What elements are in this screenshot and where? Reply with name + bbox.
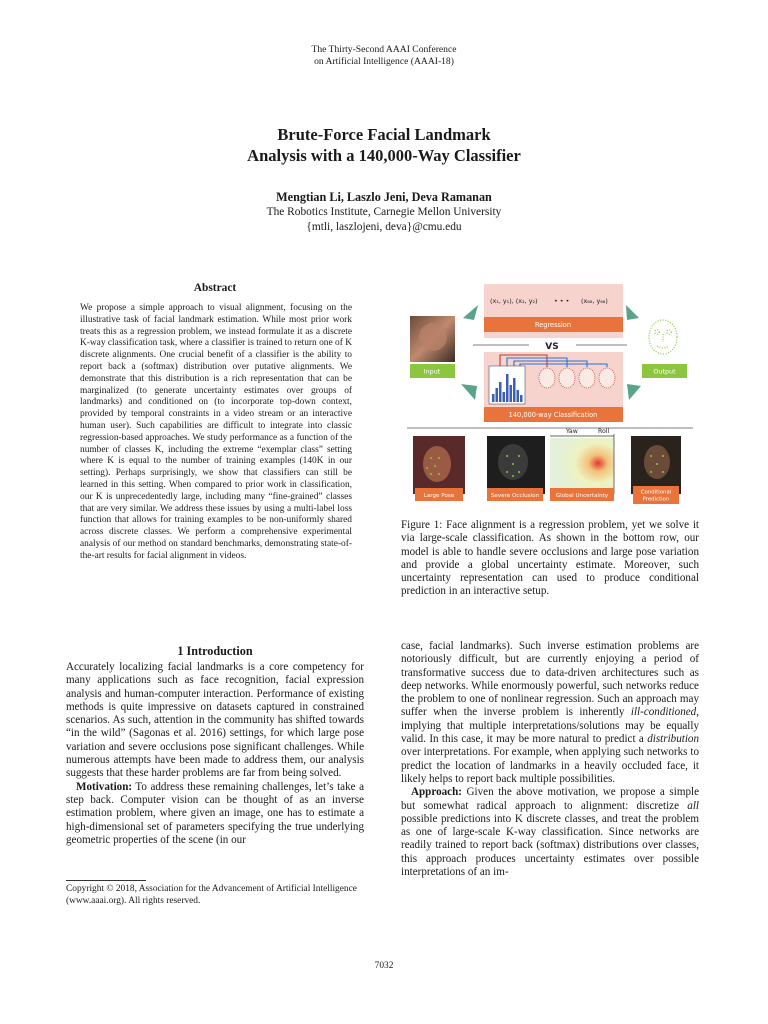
global-uncertainty-heatmap <box>550 438 614 494</box>
affiliation-line-1: The Robotics Institute, Carnegie Mellon University <box>266 206 502 218</box>
severe-occlusion-label: Severe Occlusion <box>490 493 540 499</box>
arrow-classification-to-output <box>627 384 641 400</box>
output-label: Output <box>653 367 676 376</box>
regression-label: Regression <box>534 321 572 329</box>
vs-label: VS <box>545 342 559 352</box>
footnote-rule <box>66 880 146 881</box>
motivation-text: To address these remaining challenges, let’s take a step back. Computer vision can be thought of as an inverse estimation problem, where given an image, one has to estimate a high-dimensional set of parameters specifying the true underlying geometric properties of the scene (in our <box>66 780 364 846</box>
affiliation <box>0 205 768 235</box>
roll-label: Roll <box>598 428 610 435</box>
abstract-heading: Abstract <box>193 282 237 294</box>
abstract-body: We propose a simple approach to visual alignment, focusing on the illustrative task of facial landmark estimation. While most prior work treats this as a regression problem, we instead formulate it as a discrete K-way classification task, where a classifier is trained to return one of K discrete alignments. One crucial benefit of a classifier is the ability to report back a (softmax) distribution over putative alignments. We demonstrate that this distribution is a rich representation that can be marginalized (to generate uncertainty estimates over groups of landmarks) and conditioned on (to incorporate top-down context, provided by temporal constraints in a video stream or an interactive human user). Such capabilities are difficult to integrate into classic regression-based approaches. We study performance as a function of the number of classes K, including the extreme “exemplar class” setting where K is equal to the number of training examples (140K in our setting). Perhaps surprisingly, we show that classifiers can still be learned in this setting. When compared to prior work in classification, our K is unprecedentedly large, including many “fine-grained” classes that are very similar. We address these issues by using a multi-label loss function that allows for training examples to be non-uniformly shared across discrete classes. We perform a comprehensive experimental analysis of our method on standard benchmarks, demonstrating state-of-the-art results for facial alignment in videos. <box>80 303 352 561</box>
right-p1-b: , implying that multiple interpretations/solutions may be equally valid. In this case, it may be more natural to predict a <box>401 706 699 746</box>
right-p1-distribution: distribution <box>647 733 699 746</box>
intro-paragraph-1: Accurately localizing facial landmarks is a core competency for many applications such as face recognition, facial expression analysis and human-computer interaction. Performance of existing methods is quite impressive on datasets captured in constrained scenarios. As such, attention in the community has shifted towards “in the wild” (Sagonas et al. 2016) settings, for which large pose variation and severe occlusions pose significant challenges. While numerous attempts have been made to address them, our analysis suggests that these harder problems are far from being solved. <box>66 661 364 780</box>
conditional-label-line-2: Prediction <box>642 496 670 503</box>
intro-paragraph-2 <box>66 781 364 847</box>
classification-label: 140,000-way Classification <box>508 411 598 419</box>
conference-line-2: on Artificial Intelligence (AAAI-18) <box>314 56 454 67</box>
coords-dots: • • • <box>554 297 570 305</box>
right-paragraph-2 <box>401 786 699 879</box>
title-line-1: Brute-Force Facial Landmark <box>277 125 491 144</box>
figure-1 <box>401 282 701 512</box>
right-paragraph-1 <box>401 640 699 786</box>
conference-header <box>0 44 768 68</box>
large-pose-label: Large Pose <box>423 493 455 499</box>
title-line-2: Analysis with a 140,000-Way Classifier <box>247 146 521 165</box>
coords-right: (x₆₈, y₆₈) <box>581 297 608 305</box>
conference-line-1: The Thirty-Second AAAI Conference <box>311 44 457 55</box>
figure-1-caption: Figure 1: Face alignment is a regression problem, yet we solve it via large-scale classification. As shown in the bottom row, our model is able to handle severe occlusions and large pose variation and provide a global uncertainty estimate. Moreover, such uncertainty representation can used to produce conditional prediction in an interactive setup. <box>401 519 699 598</box>
right-p2-b: possible predictions into K discrete classes, and treat the problem as one of large-scale K-way classification. Since networks are readily trained to report back (softmax) distributions over classes, this approach produces uncertainty estimates over possible interpretations of an im- <box>401 812 699 879</box>
input-label: Input <box>423 367 441 376</box>
conditional-label-line-1: Conditional <box>640 489 672 496</box>
arrow-input-to-classification <box>461 384 477 400</box>
right-p1-a: case, facial landmarks). Such inverse estimation problems are notoriously difficult, but are currently enjoying a period of transformative success due to data-driven architectures such as deep networks. While enormously powerful, such networks reduce the problem to one of nonlinear regression. Such an approach may suffer when the inverse problem is inherently <box>401 640 699 719</box>
approach-lead: Approach: <box>411 786 462 799</box>
right-p2-a: Given the above motivation, we propose a simple but somewhat radical approach to alignment: discretize <box>401 786 699 812</box>
right-column-text <box>401 640 699 879</box>
page-number: 7032 <box>374 961 394 971</box>
input-face-head <box>419 323 447 351</box>
global-uncertainty-label: Global Uncertainty <box>555 493 609 499</box>
affiliation-line-2: {mtli, laszlojeni, deva}@cmu.edu <box>306 221 462 233</box>
severe-occlusion-face <box>498 444 528 480</box>
output-landmark-face <box>649 320 677 354</box>
section-heading-introduction: 1 Introduction <box>177 644 253 658</box>
yaw-label: Yaw <box>566 428 578 435</box>
left-column-text <box>66 661 364 847</box>
coords-left: (x₁, y₁), (x₂, y₂) <box>490 297 538 305</box>
large-pose-face <box>423 446 451 482</box>
arrow-input-to-regression <box>463 305 478 320</box>
right-p1-c: over interpretations. For example, when applying such networks to predict the location of landmarks in a heavily occluded face, it likely helps to report back multiple possibilities. <box>401 746 699 785</box>
right-p2-all: all <box>687 799 699 812</box>
conditional-face <box>644 445 670 479</box>
copyright-notice: Copyright © 2018, Association for the Advancement of Artificial Intelligence (www.aaai.org). All rights reserved. <box>66 884 357 906</box>
right-p1-ill-conditioned: ill-conditioned <box>630 706 697 719</box>
authors: Mengtian Li, Laszlo Jeni, Deva Ramanan <box>276 190 492 204</box>
arrow-regression-to-output <box>626 305 639 320</box>
motivation-lead: Motivation: <box>76 780 133 793</box>
paper-title <box>0 124 768 166</box>
